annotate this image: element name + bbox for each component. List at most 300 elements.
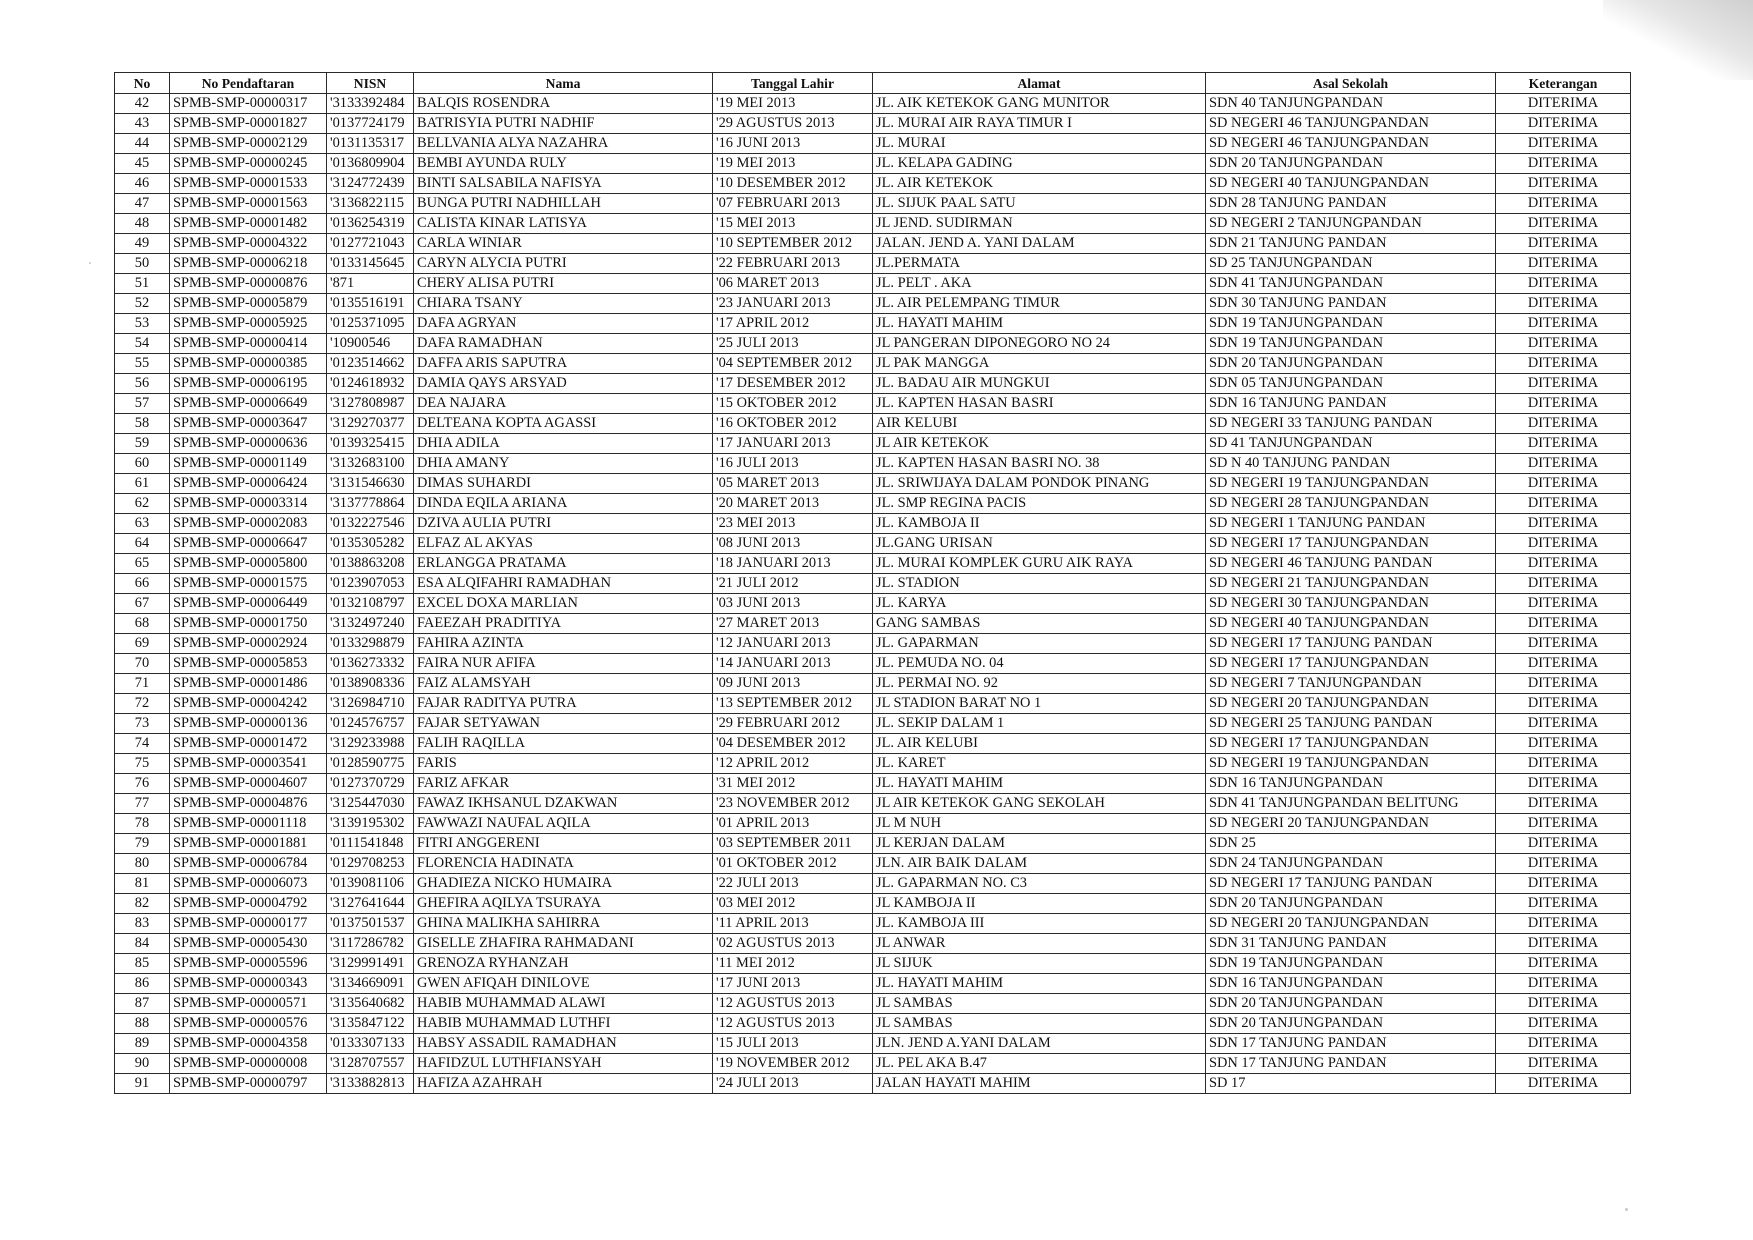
cell-nisn: '0129708253 xyxy=(327,854,414,874)
table-row xyxy=(115,934,1631,954)
cell-asal-sekolah: SDN 25 xyxy=(1206,834,1496,854)
cell-no-pendaftaran: SPMB-SMP-00006195 xyxy=(170,374,327,394)
cell-asal-sekolah: SDN 31 TANJUNG PANDAN xyxy=(1206,934,1496,954)
cell-tanggal-lahir: '19 MEI 2013 xyxy=(713,94,873,114)
cell-asal-sekolah: SDN 20 TANJUNGPANDAN xyxy=(1206,1014,1496,1034)
cell-tanggal-lahir: '17 JUNI 2013 xyxy=(713,974,873,994)
cell-no: 49 xyxy=(115,234,170,254)
cell-tanggal-lahir: '23 MEI 2013 xyxy=(713,514,873,534)
cell-nama: FITRI ANGGERENI xyxy=(414,834,713,854)
cell-alamat: JL. AIR KELUBI xyxy=(873,734,1206,754)
cell-no: 58 xyxy=(115,414,170,434)
cell-nama: ERLANGGA PRATAMA xyxy=(414,554,713,574)
cell-keterangan: DITERIMA xyxy=(1496,254,1631,274)
cell-no-pendaftaran: SPMB-SMP-00001575 xyxy=(170,574,327,594)
cell-no: 59 xyxy=(115,434,170,454)
cell-nisn: '0127721043 xyxy=(327,234,414,254)
cell-nama: GHEFIRA AQILYA TSURAYA xyxy=(414,894,713,914)
cell-no-pendaftaran: SPMB-SMP-00000136 xyxy=(170,714,327,734)
cell-nama: HAFIZA AZAHRAH xyxy=(414,1074,713,1094)
cell-keterangan: DITERIMA xyxy=(1496,674,1631,694)
cell-no: 43 xyxy=(115,114,170,134)
cell-asal-sekolah: SDN 16 TANJUNGPANDAN xyxy=(1206,974,1496,994)
cell-nisn: '0131135317 xyxy=(327,134,414,154)
cell-nisn: '10900546 xyxy=(327,334,414,354)
cell-no: 62 xyxy=(115,494,170,514)
table-row xyxy=(115,834,1631,854)
cell-no: 46 xyxy=(115,174,170,194)
cell-keterangan: DITERIMA xyxy=(1496,554,1631,574)
cell-tanggal-lahir: '15 MEI 2013 xyxy=(713,214,873,234)
cell-keterangan: DITERIMA xyxy=(1496,774,1631,794)
cell-nisn: '0133307133 xyxy=(327,1034,414,1054)
cell-keterangan: DITERIMA xyxy=(1496,234,1631,254)
cell-alamat: JALAN HAYATI MAHIM xyxy=(873,1074,1206,1094)
cell-nisn: '0127370729 xyxy=(327,774,414,794)
cell-tanggal-lahir: '09 JUNI 2013 xyxy=(713,674,873,694)
cell-no: 53 xyxy=(115,314,170,334)
cell-tanggal-lahir: '07 FEBRUARI 2013 xyxy=(713,194,873,214)
cell-alamat: JL.GANG URISAN xyxy=(873,534,1206,554)
cell-nisn: '3132497240 xyxy=(327,614,414,634)
cell-nama: DAFA RAMADHAN xyxy=(414,334,713,354)
cell-keterangan: DITERIMA xyxy=(1496,354,1631,374)
cell-keterangan: DITERIMA xyxy=(1496,1074,1631,1094)
cell-no: 45 xyxy=(115,154,170,174)
cell-nisn: '0123907053 xyxy=(327,574,414,594)
cell-no-pendaftaran: SPMB-SMP-00004607 xyxy=(170,774,327,794)
cell-nisn: '3127808987 xyxy=(327,394,414,414)
cell-no: 71 xyxy=(115,674,170,694)
cell-keterangan: DITERIMA xyxy=(1496,474,1631,494)
cell-no: 73 xyxy=(115,714,170,734)
cell-alamat: JL. STADION xyxy=(873,574,1206,594)
cell-tanggal-lahir: '06 MARET 2013 xyxy=(713,274,873,294)
table-row xyxy=(115,314,1631,334)
cell-keterangan: DITERIMA xyxy=(1496,414,1631,434)
table-row xyxy=(115,814,1631,834)
cell-nama: GWEN AFIQAH DINILOVE xyxy=(414,974,713,994)
table-row xyxy=(115,994,1631,1014)
cell-alamat: JL AIR KETEKOK GANG SEKOLAH xyxy=(873,794,1206,814)
cell-tanggal-lahir: '12 APRIL 2012 xyxy=(713,754,873,774)
table-row xyxy=(115,914,1631,934)
table-row xyxy=(115,194,1631,214)
cell-tanggal-lahir: '01 OKTOBER 2012 xyxy=(713,854,873,874)
cell-no: 54 xyxy=(115,334,170,354)
cell-nama: BUNGA PUTRI NADHILLAH xyxy=(414,194,713,214)
cell-no: 61 xyxy=(115,474,170,494)
cell-tanggal-lahir: '31 MEI 2012 xyxy=(713,774,873,794)
cell-no-pendaftaran: SPMB-SMP-00000343 xyxy=(170,974,327,994)
cell-alamat: JL. BADAU AIR MUNGKUI xyxy=(873,374,1206,394)
cell-no: 87 xyxy=(115,994,170,1014)
cell-alamat: JL. KAMBOJA III xyxy=(873,914,1206,934)
table-row xyxy=(115,234,1631,254)
cell-nisn: '3131546630 xyxy=(327,474,414,494)
cell-alamat: JL. KAPTEN HASAN BASRI xyxy=(873,394,1206,414)
cell-no: 51 xyxy=(115,274,170,294)
cell-asal-sekolah: SD 41 TANJUNGPANDAN xyxy=(1206,434,1496,454)
cell-alamat: JL KERJAN DALAM xyxy=(873,834,1206,854)
cell-nisn: '0123514662 xyxy=(327,354,414,374)
cell-asal-sekolah: SDN 05 TANJUNGPANDAN xyxy=(1206,374,1496,394)
admission-results-table xyxy=(114,72,1631,1094)
table-row xyxy=(115,414,1631,434)
cell-nisn: '3126984710 xyxy=(327,694,414,714)
table-row xyxy=(115,954,1631,974)
cell-nisn: '3117286782 xyxy=(327,934,414,954)
cell-nama: CHIARA TSANY xyxy=(414,294,713,314)
cell-asal-sekolah: SD N 40 TANJUNG PANDAN xyxy=(1206,454,1496,474)
cell-tanggal-lahir: '01 APRIL 2013 xyxy=(713,814,873,834)
cell-no: 66 xyxy=(115,574,170,594)
cell-tanggal-lahir: '16 OKTOBER 2012 xyxy=(713,414,873,434)
cell-nama: GISELLE ZHAFIRA RAHMADANI xyxy=(414,934,713,954)
cell-keterangan: DITERIMA xyxy=(1496,1034,1631,1054)
cell-nama: BEMBI AYUNDA RULY xyxy=(414,154,713,174)
header-no-pendaftaran: No Pendaftaran xyxy=(170,73,327,94)
cell-asal-sekolah: SDN 19 TANJUNGPANDAN xyxy=(1206,334,1496,354)
cell-keterangan: DITERIMA xyxy=(1496,834,1631,854)
cell-asal-sekolah: SD 17 xyxy=(1206,1074,1496,1094)
cell-alamat: JL. GAPARMAN NO. C3 xyxy=(873,874,1206,894)
table-row xyxy=(115,794,1631,814)
cell-alamat: JL. PEL AKA B.47 xyxy=(873,1054,1206,1074)
cell-no-pendaftaran: SPMB-SMP-00001149 xyxy=(170,454,327,474)
cell-nama: FLORENCIA HADINATA xyxy=(414,854,713,874)
cell-tanggal-lahir: '20 MARET 2013 xyxy=(713,494,873,514)
cell-nama: CHERY ALISA PUTRI xyxy=(414,274,713,294)
cell-asal-sekolah: SDN 17 TANJUNG PANDAN xyxy=(1206,1054,1496,1074)
table-row xyxy=(115,474,1631,494)
cell-keterangan: DITERIMA xyxy=(1496,814,1631,834)
cell-alamat: JL. PERMAI NO. 92 xyxy=(873,674,1206,694)
cell-tanggal-lahir: '10 DESEMBER 2012 xyxy=(713,174,873,194)
table-row xyxy=(115,714,1631,734)
cell-tanggal-lahir: '15 JULI 2013 xyxy=(713,1034,873,1054)
cell-tanggal-lahir: '24 JULI 2013 xyxy=(713,1074,873,1094)
cell-no: 55 xyxy=(115,354,170,374)
cell-no: 57 xyxy=(115,394,170,414)
cell-alamat: JL. MURAI xyxy=(873,134,1206,154)
table-row xyxy=(115,614,1631,634)
cell-keterangan: DITERIMA xyxy=(1496,494,1631,514)
table-row xyxy=(115,554,1631,574)
cell-no: 44 xyxy=(115,134,170,154)
cell-nisn: '3135847122 xyxy=(327,1014,414,1034)
cell-keterangan: DITERIMA xyxy=(1496,734,1631,754)
cell-tanggal-lahir: '23 NOVEMBER 2012 xyxy=(713,794,873,814)
table-row xyxy=(115,434,1631,454)
cell-asal-sekolah: SDN 17 TANJUNG PANDAN xyxy=(1206,1034,1496,1054)
cell-nama: DAFFA ARIS SAPUTRA xyxy=(414,354,713,374)
cell-nisn: '0138908336 xyxy=(327,674,414,694)
cell-asal-sekolah: SD NEGERI 2 TANJUNGPANDAN xyxy=(1206,214,1496,234)
table-row xyxy=(115,154,1631,174)
cell-keterangan: DITERIMA xyxy=(1496,974,1631,994)
cell-asal-sekolah: SDN 28 TANJUNG PANDAN xyxy=(1206,194,1496,214)
cell-no: 60 xyxy=(115,454,170,474)
cell-keterangan: DITERIMA xyxy=(1496,374,1631,394)
cell-nisn: '0136254319 xyxy=(327,214,414,234)
cell-no: 79 xyxy=(115,834,170,854)
cell-keterangan: DITERIMA xyxy=(1496,854,1631,874)
cell-no-pendaftaran: SPMB-SMP-00000245 xyxy=(170,154,327,174)
cell-tanggal-lahir: '11 APRIL 2013 xyxy=(713,914,873,934)
cell-nisn: '0133298879 xyxy=(327,634,414,654)
cell-keterangan: DITERIMA xyxy=(1496,1054,1631,1074)
cell-nisn: '0128590775 xyxy=(327,754,414,774)
cell-nisn: '3139195302 xyxy=(327,814,414,834)
cell-no-pendaftaran: SPMB-SMP-00006424 xyxy=(170,474,327,494)
cell-nisn: '3125447030 xyxy=(327,794,414,814)
cell-asal-sekolah: SD NEGERI 17 TANJUNGPANDAN xyxy=(1206,734,1496,754)
cell-alamat: JL. HAYATI MAHIM xyxy=(873,974,1206,994)
table-row xyxy=(115,894,1631,914)
table-row xyxy=(115,1074,1631,1094)
cell-no: 52 xyxy=(115,294,170,314)
cell-no-pendaftaran: SPMB-SMP-00006073 xyxy=(170,874,327,894)
cell-tanggal-lahir: '17 DESEMBER 2012 xyxy=(713,374,873,394)
cell-alamat: JL AIR KETEKOK xyxy=(873,434,1206,454)
cell-no-pendaftaran: SPMB-SMP-00001881 xyxy=(170,834,327,854)
cell-alamat: JL. SEKIP DALAM 1 xyxy=(873,714,1206,734)
cell-nama: DELTEANA KOPTA AGASSI xyxy=(414,414,713,434)
scan-speck xyxy=(89,262,91,264)
cell-tanggal-lahir: '02 AGUSTUS 2013 xyxy=(713,934,873,954)
cell-alamat: JL. KARET xyxy=(873,754,1206,774)
cell-asal-sekolah: SD NEGERI 20 TANJUNGPANDAN xyxy=(1206,814,1496,834)
cell-keterangan: DITERIMA xyxy=(1496,114,1631,134)
cell-nisn: '0135516191 xyxy=(327,294,414,314)
cell-no-pendaftaran: SPMB-SMP-00000317 xyxy=(170,94,327,114)
cell-nama: BATRISYIA PUTRI NADHIF xyxy=(414,114,713,134)
cell-nisn: '0137501537 xyxy=(327,914,414,934)
cell-tanggal-lahir: '29 FEBRUARI 2012 xyxy=(713,714,873,734)
cell-keterangan: DITERIMA xyxy=(1496,914,1631,934)
cell-asal-sekolah: SD NEGERI 19 TANJUNGPANDAN xyxy=(1206,754,1496,774)
cell-alamat: JL SAMBAS xyxy=(873,1014,1206,1034)
cell-no: 78 xyxy=(115,814,170,834)
table-row xyxy=(115,274,1631,294)
table-row xyxy=(115,734,1631,754)
cell-keterangan: DITERIMA xyxy=(1496,574,1631,594)
cell-keterangan: DITERIMA xyxy=(1496,654,1631,674)
cell-nisn: '3129270377 xyxy=(327,414,414,434)
cell-alamat: JL. PELT . AKA xyxy=(873,274,1206,294)
cell-alamat: JLN. AIR BAIK DALAM xyxy=(873,854,1206,874)
cell-alamat: JL. KAMBOJA II xyxy=(873,514,1206,534)
cell-keterangan: DITERIMA xyxy=(1496,334,1631,354)
cell-nama: EXCEL DOXA MARLIAN xyxy=(414,594,713,614)
cell-nisn: '3132683100 xyxy=(327,454,414,474)
cell-asal-sekolah: SDN 19 TANJUNGPANDAN xyxy=(1206,954,1496,974)
cell-keterangan: DITERIMA xyxy=(1496,894,1631,914)
table-row xyxy=(115,114,1631,134)
cell-nama: ESA ALQIFAHRI RAMADHAN xyxy=(414,574,713,594)
cell-no-pendaftaran: SPMB-SMP-00005800 xyxy=(170,554,327,574)
cell-tanggal-lahir: '16 JUNI 2013 xyxy=(713,134,873,154)
cell-no: 88 xyxy=(115,1014,170,1034)
cell-keterangan: DITERIMA xyxy=(1496,394,1631,414)
cell-tanggal-lahir: '17 APRIL 2012 xyxy=(713,314,873,334)
cell-tanggal-lahir: '03 JUNI 2013 xyxy=(713,594,873,614)
cell-asal-sekolah: SDN 16 TANJUNGPANDAN xyxy=(1206,774,1496,794)
cell-no-pendaftaran: SPMB-SMP-00004792 xyxy=(170,894,327,914)
cell-nama: BALQIS ROSENDRA xyxy=(414,94,713,114)
cell-alamat: JL. PEMUDA NO. 04 xyxy=(873,654,1206,674)
header-nisn: NISN xyxy=(327,73,414,94)
cell-asal-sekolah: SD NEGERI 46 TANJUNGPANDAN xyxy=(1206,114,1496,134)
cell-no: 72 xyxy=(115,694,170,714)
table-row xyxy=(115,754,1631,774)
cell-no-pendaftaran: SPMB-SMP-00004876 xyxy=(170,794,327,814)
cell-keterangan: DITERIMA xyxy=(1496,194,1631,214)
cell-nama: FAEEZAH PRADITIYA xyxy=(414,614,713,634)
cell-no-pendaftaran: SPMB-SMP-00001472 xyxy=(170,734,327,754)
cell-asal-sekolah: SDN 40 TANJUNGPANDAN xyxy=(1206,94,1496,114)
cell-asal-sekolah: SD NEGERI 40 TANJUNGPANDAN xyxy=(1206,614,1496,634)
cell-nisn: '0125371095 xyxy=(327,314,414,334)
cell-asal-sekolah: SDN 20 TANJUNGPANDAN xyxy=(1206,354,1496,374)
cell-nama: FAHIRA AZINTA xyxy=(414,634,713,654)
cell-nama: HABIB MUHAMMAD LUTHFI xyxy=(414,1014,713,1034)
cell-no: 68 xyxy=(115,614,170,634)
cell-asal-sekolah: SD NEGERI 17 TANJUNG PANDAN xyxy=(1206,634,1496,654)
cell-tanggal-lahir: '13 SEPTEMBER 2012 xyxy=(713,694,873,714)
cell-no-pendaftaran: SPMB-SMP-00002924 xyxy=(170,634,327,654)
cell-keterangan: DITERIMA xyxy=(1496,934,1631,954)
cell-asal-sekolah: SD NEGERI 19 TANJUNGPANDAN xyxy=(1206,474,1496,494)
table-header-row xyxy=(115,73,1631,94)
cell-no: 70 xyxy=(115,654,170,674)
cell-nisn: '0124618932 xyxy=(327,374,414,394)
cell-keterangan: DITERIMA xyxy=(1496,134,1631,154)
cell-asal-sekolah: SD NEGERI 40 TANJUNGPANDAN xyxy=(1206,174,1496,194)
cell-keterangan: DITERIMA xyxy=(1496,274,1631,294)
cell-keterangan: DITERIMA xyxy=(1496,174,1631,194)
cell-nama: GHADIEZA NICKO HUMAIRA xyxy=(414,874,713,894)
cell-no-pendaftaran: SPMB-SMP-00005925 xyxy=(170,314,327,334)
cell-keterangan: DITERIMA xyxy=(1496,214,1631,234)
cell-keterangan: DITERIMA xyxy=(1496,754,1631,774)
table-row xyxy=(115,1054,1631,1074)
table-row xyxy=(115,174,1631,194)
cell-no-pendaftaran: SPMB-SMP-00005430 xyxy=(170,934,327,954)
cell-nama: DINDA EQILA ARIANA xyxy=(414,494,713,514)
cell-keterangan: DITERIMA xyxy=(1496,434,1631,454)
cell-tanggal-lahir: '18 JANUARI 2013 xyxy=(713,554,873,574)
cell-nama: DIMAS SUHARDI xyxy=(414,474,713,494)
cell-no-pendaftaran: SPMB-SMP-00006784 xyxy=(170,854,327,874)
cell-no-pendaftaran: SPMB-SMP-00001750 xyxy=(170,614,327,634)
cell-no-pendaftaran: SPMB-SMP-00006218 xyxy=(170,254,327,274)
cell-tanggal-lahir: '08 JUNI 2013 xyxy=(713,534,873,554)
header-asal-sekolah: Asal Sekolah xyxy=(1206,73,1496,94)
cell-alamat: GANG SAMBAS xyxy=(873,614,1206,634)
cell-no: 75 xyxy=(115,754,170,774)
cell-nisn: '0137724179 xyxy=(327,114,414,134)
cell-alamat: JL JEND. SUDIRMAN xyxy=(873,214,1206,234)
cell-no-pendaftaran: SPMB-SMP-00001533 xyxy=(170,174,327,194)
cell-nama: FAWAZ IKHSANUL DZAKWAN xyxy=(414,794,713,814)
table-row xyxy=(115,654,1631,674)
cell-nama: DZIVA AULIA PUTRI xyxy=(414,514,713,534)
cell-no-pendaftaran: SPMB-SMP-00006449 xyxy=(170,594,327,614)
cell-nisn: '3137778864 xyxy=(327,494,414,514)
cell-asal-sekolah: SD 25 TANJUNGPANDAN xyxy=(1206,254,1496,274)
table-row xyxy=(115,874,1631,894)
cell-nama: HAFIDZUL LUTHFIANSYAH xyxy=(414,1054,713,1074)
cell-nisn: '0132108797 xyxy=(327,594,414,614)
table-row xyxy=(115,134,1631,154)
cell-no-pendaftaran: SPMB-SMP-00002129 xyxy=(170,134,327,154)
cell-no-pendaftaran: SPMB-SMP-00002083 xyxy=(170,514,327,534)
cell-nisn: '3124772439 xyxy=(327,174,414,194)
cell-asal-sekolah: SD NEGERI 20 TANJUNGPANDAN xyxy=(1206,694,1496,714)
cell-nisn: '0136809904 xyxy=(327,154,414,174)
cell-keterangan: DITERIMA xyxy=(1496,994,1631,1014)
cell-no-pendaftaran: SPMB-SMP-00000008 xyxy=(170,1054,327,1074)
cell-nama: BINTI SALSABILA NAFISYA xyxy=(414,174,713,194)
cell-no-pendaftaran: SPMB-SMP-00001482 xyxy=(170,214,327,234)
cell-asal-sekolah: SDN 16 TANJUNG PANDAN xyxy=(1206,394,1496,414)
cell-tanggal-lahir: '25 JULI 2013 xyxy=(713,334,873,354)
cell-keterangan: DITERIMA xyxy=(1496,514,1631,534)
cell-nama: FALIH RAQILLA xyxy=(414,734,713,754)
cell-asal-sekolah: SDN 41 TANJUNGPANDAN BELITUNG xyxy=(1206,794,1496,814)
cell-nisn: '3129233988 xyxy=(327,734,414,754)
cell-tanggal-lahir: '14 JANUARI 2013 xyxy=(713,654,873,674)
cell-nisn: '3136822115 xyxy=(327,194,414,214)
table-row xyxy=(115,594,1631,614)
cell-no-pendaftaran: SPMB-SMP-00005596 xyxy=(170,954,327,974)
cell-no-pendaftaran: SPMB-SMP-00006647 xyxy=(170,534,327,554)
cell-asal-sekolah: SDN 19 TANJUNGPANDAN xyxy=(1206,314,1496,334)
cell-alamat: JL M NUH xyxy=(873,814,1206,834)
cell-no-pendaftaran: SPMB-SMP-00001563 xyxy=(170,194,327,214)
cell-nama: DEA NAJARA xyxy=(414,394,713,414)
cell-nama: FAJAR RADITYA PUTRA xyxy=(414,694,713,714)
scan-speck xyxy=(1625,1208,1628,1211)
cell-nisn: '871 xyxy=(327,274,414,294)
cell-asal-sekolah: SD NEGERI 21 TANJUNGPANDAN xyxy=(1206,574,1496,594)
cell-no-pendaftaran: SPMB-SMP-00006649 xyxy=(170,394,327,414)
cell-alamat: JL. MURAI KOMPLEK GURU AIK RAYA xyxy=(873,554,1206,574)
cell-nama: BELLVANIA ALYA NAZAHRA xyxy=(414,134,713,154)
cell-no: 42 xyxy=(115,94,170,114)
header-nama: Nama xyxy=(414,73,713,94)
table-row xyxy=(115,854,1631,874)
cell-no: 83 xyxy=(115,914,170,934)
cell-no-pendaftaran: SPMB-SMP-00005853 xyxy=(170,654,327,674)
cell-keterangan: DITERIMA xyxy=(1496,534,1631,554)
cell-keterangan: DITERIMA xyxy=(1496,714,1631,734)
cell-asal-sekolah: SDN 24 TANJUNGPANDAN xyxy=(1206,854,1496,874)
cell-nisn: '3135640682 xyxy=(327,994,414,1014)
cell-keterangan: DITERIMA xyxy=(1496,314,1631,334)
cell-alamat: JL. KAPTEN HASAN BASRI NO. 38 xyxy=(873,454,1206,474)
cell-asal-sekolah: SD NEGERI 30 TANJUNGPANDAN xyxy=(1206,594,1496,614)
cell-alamat: JL. AIR KETEKOK xyxy=(873,174,1206,194)
cell-asal-sekolah: SDN 41 TANJUNGPANDAN xyxy=(1206,274,1496,294)
cell-alamat: JL. AIK KETEKOK GANG MUNITOR xyxy=(873,94,1206,114)
cell-tanggal-lahir: '05 MARET 2013 xyxy=(713,474,873,494)
cell-no: 86 xyxy=(115,974,170,994)
table-row xyxy=(115,94,1631,114)
cell-keterangan: DITERIMA xyxy=(1496,614,1631,634)
